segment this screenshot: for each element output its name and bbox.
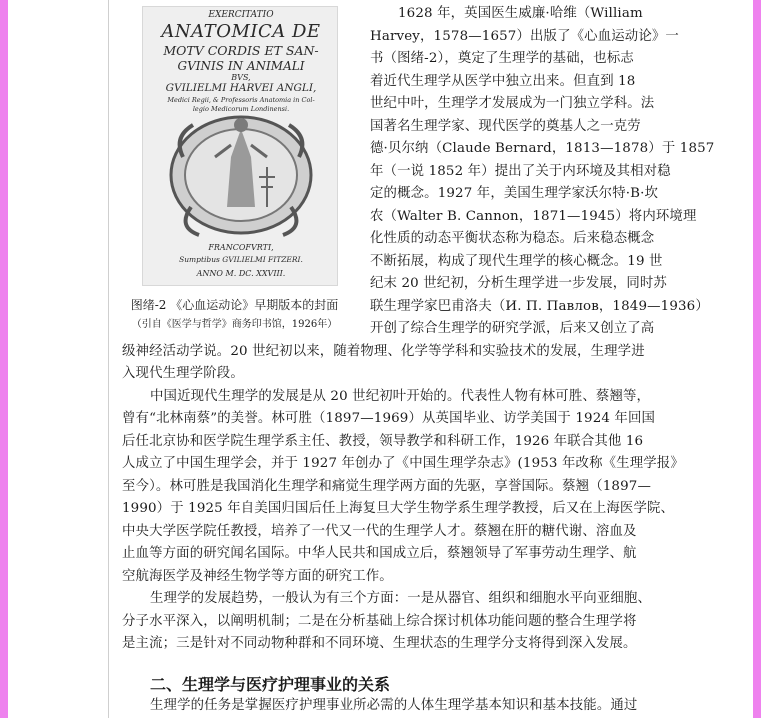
cover-text-line: GVILIELMI HARVEI ANGLI, (165, 82, 317, 94)
text-line: 1628 年，英国医生威廉·哈维（William (398, 6, 643, 21)
text-line: 国著名生理学家、现代医学的奠基人之一克劳 (370, 118, 641, 134)
text-line: 世纪中叶，生理学才发展成为一门独立学科。法 (370, 96, 655, 111)
cover-text-line: FRANCOFVRTI, (208, 243, 274, 252)
section-heading: 二、生理学与医疗护理事业的关系 (150, 675, 391, 694)
cover-text-line: Sumptibus GVILIELMI FITZERI. (179, 255, 303, 264)
cover-text-line: EXERCITATIO (208, 10, 274, 20)
text-line: 生理学的任务是掌握医疗护理事业所必需的人体生理学基本知识和基本技能。通过 (150, 698, 638, 713)
text-line: 书（图绪-2），奠定了生理学的基础，也标志 (370, 51, 634, 66)
text-line: 止血等方面的研究闻名国际。中华人民共和国成立后，蔡翘领导了军事劳动生理学、航 (122, 546, 637, 561)
cover-text-line: legio Medicorum Londinensi. (192, 105, 290, 113)
text-line: 开创了综合生理学的研究学派，后来又创立了高 (370, 321, 655, 336)
text-line: 曾有“北林南蔡”的美誉。林可胜（1897—1969）从英国毕业、访学美国于 1924 年回国 (122, 411, 656, 426)
cover-text-line: MOTV CORDIS ET SAN- (163, 43, 319, 58)
text-line: 德·贝尔纳（Claude Bernard，1813—1878）于 1857 (370, 141, 715, 156)
cover-text-line: GVINIS IN ANIMALI (177, 59, 305, 73)
text-line: 着近代生理学从医学中独立出来。但直到 18 (370, 73, 636, 89)
text-line: 年（一说 1852 年）提出了关于内环境及其相对稳 (370, 163, 671, 179)
text-line: 中央大学医学院任教授，培养了一代又一代的生理学人才。蔡翘在肝的糖代谢、溶血及 (122, 523, 637, 539)
page-edge-right (753, 0, 761, 718)
text-line: 联生理学家巴甫洛夫（И. П. Павлов，1849—1936） (370, 298, 709, 314)
text-line: 空航海医学及神经生物学等方面的研究工作。 (122, 568, 393, 584)
text-line: 级神经活动学说。20 世纪初以来，随着物理、化学等学科和实验技术的发展，生理学进 (122, 343, 645, 359)
text-line: 中国近现代生理学的发展是从 20 世纪初叶开始的。代表性人物有林可胜、蔡翘等， (150, 388, 651, 404)
cover-text-line: Medici Regii, & Professoris Anatomia in Col- (167, 96, 315, 104)
text-line: 化性质的动态平衡状态称为稳态。后来稳态概念 (370, 231, 655, 246)
cover-text-line: BVS, (231, 73, 251, 82)
text-line: 后任北京协和医学院生理学系主任、教授，领导教学和科研工作，1926 年联合其他 16 (122, 433, 644, 449)
text-line: 纪末 20 世纪初，分析生理学进一步发展，同时苏 (370, 276, 667, 291)
text-line: 农（Walter B. Cannon，1871—1945）将内环境理 (370, 208, 697, 224)
text-line: 是主流；三是针对不同动物种群和不同环境、生理状态的生理学分支将得到深入发展。 (122, 636, 637, 651)
figure-caption: 图绪-2 《心血运动论》早期版本的封面 (130, 298, 339, 312)
text-line: 人成立了中国生理学会，并于 1927 年创办了《中国生理学杂志》(1953 年改称《生理学报》 (122, 456, 684, 471)
page-edge-left (0, 0, 8, 718)
text-line: 生理学的发展趋势，一般认为有三个方面：一是从器官、组织和细胞水平向亚细胞、 (150, 591, 652, 606)
text-line: 分子水平深入，以阐明机制；二是在分析基础上综合探讨机体功能问题的整合生理学将 (122, 613, 637, 629)
text-line: 1990）于 1925 年自美国归国后任上海复旦大学生物学系生理学教授，后又在上海医学院、 (122, 501, 675, 516)
text-line: 至今）。林可胜是我国消化生理学和痛觉生理学两方面的先驱，享誉国际。蔡翘（1897— (122, 478, 651, 494)
book-cover-figure (142, 6, 338, 286)
text-line: 入现代生理学阶段。 (122, 366, 244, 381)
text-line: 不断拓展，构成了现代生理学的核心概念。19 世 (370, 253, 663, 269)
cover-text-line: ANNO M. DC. XXVIII. (196, 269, 286, 278)
cover-text-line: ANATOMICA DE (161, 21, 321, 42)
figure-caption-source: （引自《医学与哲学》商务印书馆，1926年） (131, 319, 338, 330)
text-line: 定的概念。1927 年，美国生理学家沃尔特·B·坎 (370, 186, 659, 201)
text-line: Harvey，1578—1657）出版了《心血运动论》一 (370, 28, 679, 44)
